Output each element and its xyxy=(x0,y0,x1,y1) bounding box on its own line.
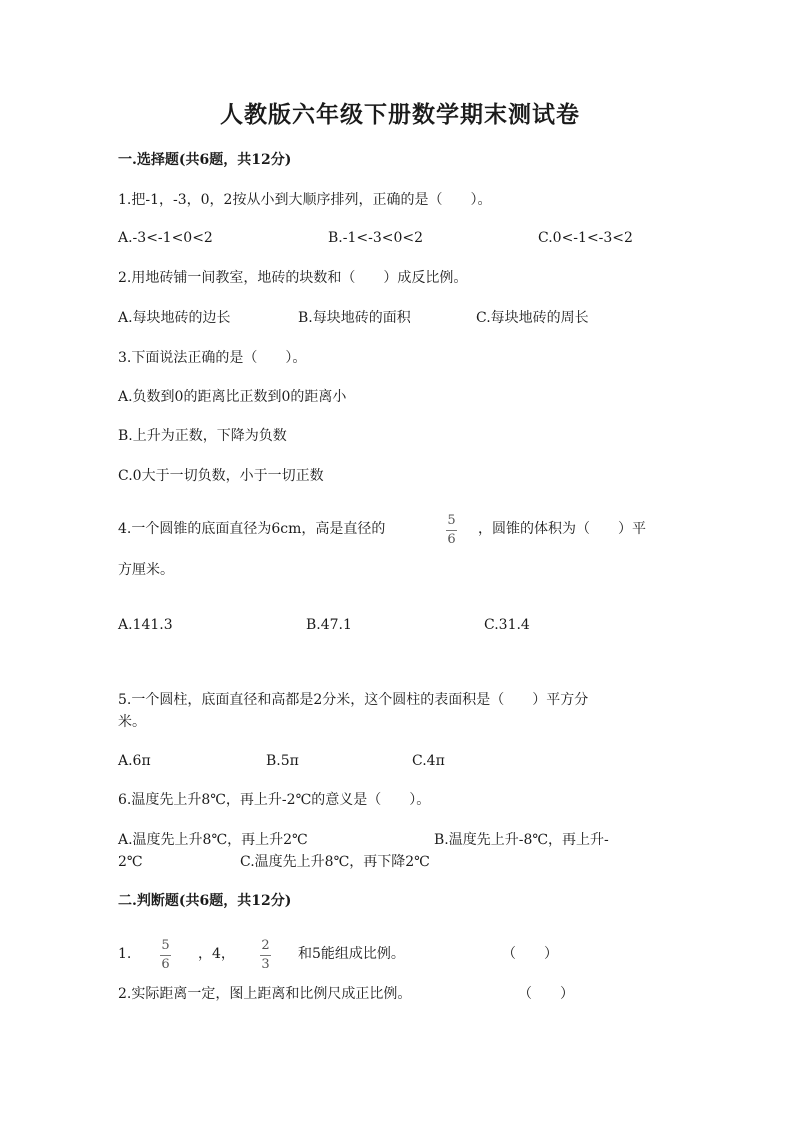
question-5-option-a[interactable]: A.6π xyxy=(118,753,151,769)
question-3-option-a[interactable]: A.负数到0的距离比正数到0的距离小 xyxy=(118,389,347,405)
question-6-option-b[interactable]: B.温度先上升-8℃，再上升- xyxy=(434,832,609,848)
question-5-stem-line2: 米。 xyxy=(118,714,146,730)
fraction-bar xyxy=(160,955,171,956)
question-1-option-a[interactable]: A.-3<-1<0<2 xyxy=(118,230,213,246)
fraction-denominator: 3 xyxy=(261,957,270,972)
question-1-option-c[interactable]: C.0<-1<-3<2 xyxy=(538,230,633,246)
fraction-denominator: 6 xyxy=(447,532,456,547)
question-6-stem: 6.温度先上升8℃，再上升-2℃的意义是（ ）。 xyxy=(118,792,431,808)
question-3-option-b[interactable]: B.上升为正数，下降为负数 xyxy=(118,428,287,444)
fraction-numerator: 5 xyxy=(161,938,170,953)
judgement-1-text: 和5能组成比例。 xyxy=(298,946,405,962)
page-title: 人教版六年级下册数学期末测试卷 xyxy=(220,101,580,128)
question-5-stem-line1: 5.一个圆柱，底面直径和高都是2分米，这个圆柱的表面积是（ ）平方分 xyxy=(118,692,589,708)
judgement-1-number: 1. xyxy=(118,946,132,962)
question-2-stem: 2.用地砖铺一间教室，地砖的块数和（ ）成反比例。 xyxy=(118,270,468,286)
question-2-option-b[interactable]: B.每块地砖的面积 xyxy=(298,310,411,326)
question-4-stem-part2: ，圆锥的体积为（ ）平 xyxy=(478,521,646,537)
question-4-option-a[interactable]: A.141.3 xyxy=(118,617,173,633)
section-heading-judgement: 二.判断题(共6题，共12分) xyxy=(118,893,292,909)
question-6-option-c[interactable]: C.温度先上升8℃，再下降2℃ xyxy=(240,854,430,870)
question-5-option-b[interactable]: B.5π xyxy=(266,753,299,769)
fraction-numerator: 2 xyxy=(261,938,270,953)
question-1-stem: 1.把-1，-3，0，2按从小到大顺序排列，正确的是（ ）。 xyxy=(118,192,492,208)
question-6-option-b-wrap: 2℃ xyxy=(118,854,143,870)
question-6-option-a[interactable]: A.温度先上升8℃，再上升2℃ xyxy=(118,832,308,848)
fraction-numerator: 5 xyxy=(447,513,456,528)
judgement-2-stem: 2.实际距离一定，图上距离和比例尺成正比例。 xyxy=(118,986,412,1002)
question-4-fraction xyxy=(446,514,457,547)
section-heading-choice: 一.选择题(共6题，共12分) xyxy=(118,152,292,168)
question-4-option-c[interactable]: C.31.4 xyxy=(484,617,530,633)
fraction-bar xyxy=(260,955,271,956)
question-4-option-b[interactable]: B.47.1 xyxy=(306,617,352,633)
judgement-1-answer-paren[interactable]: （ ） xyxy=(502,946,558,962)
fraction-bar xyxy=(446,530,457,531)
fraction-denominator: 6 xyxy=(161,957,170,972)
question-2-option-c[interactable]: C.每块地砖的周长 xyxy=(476,310,589,326)
question-3-option-c[interactable]: C.0大于一切负数，小于一切正数 xyxy=(118,468,324,484)
question-1-option-b[interactable]: B.-1<-3<0<2 xyxy=(328,230,424,246)
judgement-1-fraction-1 xyxy=(160,939,171,972)
question-3-stem: 3.下面说法正确的是（ ）。 xyxy=(118,350,307,366)
judgement-2-answer-paren[interactable]: （ ） xyxy=(518,986,574,1002)
question-4-stem-line2: 方厘米。 xyxy=(118,562,174,578)
question-2-option-a[interactable]: A.每块地砖的边长 xyxy=(118,310,231,326)
question-5-option-c[interactable]: C.4π xyxy=(412,753,445,769)
question-4-stem-part1: 4.一个圆锥的底面直径为6cm，高是直径的 xyxy=(118,521,386,537)
judgement-1-fraction-2 xyxy=(260,939,271,972)
judgement-1-separator: ，4， xyxy=(198,946,235,962)
